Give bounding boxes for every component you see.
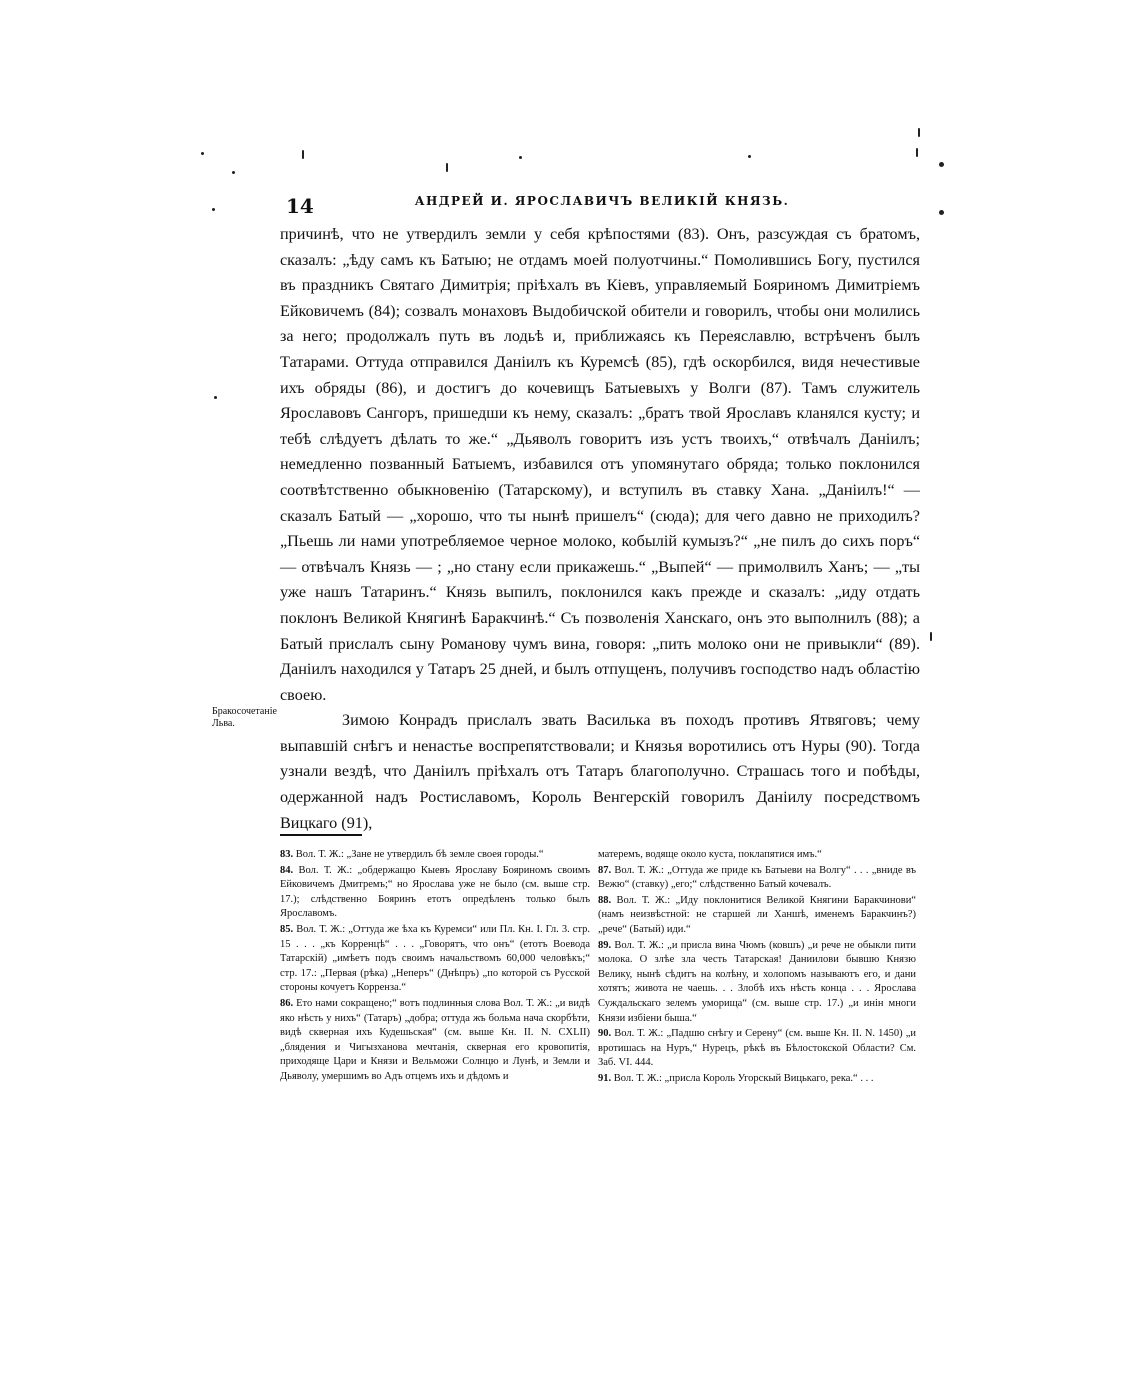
footnote-text: Вол. Т. Ж.: „Оттуда же приде къ Батыеви на Волгу“ . . . „вниде въ Вежю“ (ставку) „его;“ слѣдственно Батый кочевалъ. [598,864,917,891]
footnote [280,848,590,863]
footnote-number: 87. [598,864,612,876]
body-paragraph: Зимою Конрадъ прислалъ звать Василька въ походъ противъ Ятвяговъ; чему выпавшій снѣгъ и ненастье воспрепятствовали; и Князья воротились отъ Нуры (90). Тогда узнали вездѣ, что Даніилъ пріѣхалъ отъ Татаръ благополучно. Страшась того и побѣды, одержанной надъ Ростиславомъ, Король Венгерскій говорилъ Даніилу посредствомъ Вицкаго (91), [280,711,920,832]
scan-speck [918,128,920,137]
footnote-number: 88. [598,894,612,906]
footnote [280,864,590,922]
footnote [598,1027,916,1071]
footnote-number: 91. [598,1072,612,1084]
footnote [598,894,916,938]
footnote [280,997,590,1085]
main-text [280,222,920,836]
scan-speck [214,396,217,399]
scan-speck [446,163,448,172]
scan-speck [302,150,304,159]
body-paragraph: причинѣ, что не утвердилъ земли у себя крѣпостями (83). Онъ, разсуждая съ братомъ, сказалъ: „ѣду самъ къ Батыю; не отдамъ моей полуотчины.“ Помолившись Богу, пустился въ праздникъ Святаго Димитрія; пріѣхалъ въ Кіевъ, управляемый Бояриномъ Димитріемъ Ейковичемъ (84); созвалъ монаховъ Выдобичской обители и говорилъ, чтобы они молились за него; продолжалъ путь въ лодьѣ и, приближаясь къ Переяславлю, встрѣченъ былъ Татарами. Оттуда отправился Даніилъ къ Куремсѣ (85), гдѣ оскорбился, видя нечестивые ихъ обряды (86), и достигъ до кочевищъ Батыевыхъ у Волги (87). Тамъ служитель Ярославовъ Сангоръ, пришедши къ нему, сказалъ: „братъ твой Ярославъ кланялся кусту; и тебѣ слѣдуетъ дѣлать то же.“ „Дьяволъ говоритъ изъ устъ твоихъ,“ отвѣчалъ Даніилъ; немедленно позванный Батыемъ, избавился отъ упомянутаго обряда; только поклонился соотвѣтственно обыкновенію (Татарскому), и вступилъ въ ставку Хана. „Даніилъ!“ — сказалъ Батый — „хорошо, что ты нынѣ пришелъ“ (сюда); для чего давно не приходилъ? „Пьешь ли нами употребляемое черное молоко, кобылій кумызъ?“ „не пилъ до сихъ поръ“ — отвѣчалъ Князь — ; „но стану если прикажешь.“ „Выпей“ — примолвилъ Ханъ; — „ты уже нашъ Татаринъ.“ Князь выпилъ, поклонился какъ прежде и сказалъ: „иду отдать поклонъ Великой Княгинѣ Баракчинѣ.“ Съ позволенія Ханскаго, онъ это выполнилъ (88); а Батый прислалъ сыну Романову чумъ вина, говоря: „пить молоко они не привыкли“ (89). Даніилъ находился у Татаръ 25 дней, и былъ отпущенъ, получивъ господство надъ областію своею. [280,225,920,704]
footnote-text: Вол. Т. Ж.: „обдержащю Кыевъ Ярославу Бояриномъ своимъ Ейковичемъ Дмитремъ;“ но Ярослава уже не было (см. выше стр. 17.); слѣдственно Бояринъ етотъ опредѣленъ только былъ Ярославомъ. [280,864,590,920]
margin-note: Бракосочетаніе Льва. [212,706,277,729]
footnote-text: матеремъ, водяще около куста, поклапятися имъ.“ [598,849,822,860]
scan-speck [519,156,522,159]
footnote [598,864,916,893]
scan-speck [930,632,932,641]
running-head: АНДРЕЙ И. ЯРОСЛАВИЧЪ ВЕЛИКІЙ КНЯЗЬ. [414,194,790,208]
footnote-number: 85. [280,923,294,935]
footnote-divider [280,834,362,836]
scan-speck [201,152,204,155]
footnote-text: Вол. Т. Ж.: „Оттуда же ѣха къ Куремси“ или Пл. Кн. I. Гл. 3. стр. 15 . . . „къ Корренцѣ“ . . . „Говорятъ, что онъ“ (етотъ Воевода Татарскій) „имѣетъ подъ своимъ начальствомъ 60,000 человѣкъ;“ стр. 17.: „Первая (рѣка) „Неперъ“ (Днѣпръ) „по которой съ Русской стороны кочуетъ Корренза.“ [280,923,590,994]
footnotes-right-column [598,848,916,1088]
scan-speck [748,155,751,158]
footnote-number: 83. [280,849,294,860]
footnote [598,848,916,863]
footnote-text: Вол. Т. Ж.: „присла Король Угорскый Вицькаго, река.“ . . . [613,1072,874,1084]
footnote-text: Вол. Т. Ж.: „Падшю снѣгу и Серену“ (см. выше Кн. II. N. 1450) „и вротишась на Нуръ,“ Нурецъ, рѣкѣ въ Бѣлостокской Области? См. Заб. VI. 444. [598,1028,917,1069]
page-header [280,190,940,218]
footnote [598,939,916,1027]
scan-speck [916,148,918,157]
scan-speck [232,171,235,174]
footnote-text: Вол. Т. Ж.: „Зане не утвердилъ бѣ земле своея городы.“ [295,849,544,860]
page-number: 14 [286,194,314,218]
footnote-number: 89. [598,939,612,951]
footnote [280,923,590,996]
footnote-number: 84. [280,864,294,876]
footnote-text: Вол. Т. Ж.: „Иду поклонитися Великой Княгини Баракчинови“ (намъ неизвѣстной: не старшей ли Ханшѣ, именемъ Баракчинъ?) „рече“ (Батый) иди.“ [598,894,916,935]
scan-speck [939,162,944,167]
footnote [598,1072,916,1087]
footnote-text: Вол. Т. Ж.: „и присла вина Чюмъ (ковшъ) „и рече не обыкли пити молока. О злѣе зла честь Татарская! Даниилови бывшю Князю Велику, нынѣ сѣдитъ на колѣну, и холопомъ называютъ его, и дани хотятъ; живота не чаешь. . . Злобѣ ихъ нѣсть конца . . . Ярослава Суждальскаго зелемъ уморища“ (см. выше стр. 17.) „и инін многи Князи избіени быша.“ [598,939,917,1024]
footnote-text: Ето нами сокращено;“ вотъ подлинныя слова Вол. Т. Ж.: „и видѣ яко нѣсть у нихъ“ (Татаръ) „добра; оттуда жъ больма нача скорбѣти, видѣ скверная ихъ Кудешьская“ (см. выше Кн. II. N. CXLII) „блядения и Чигызханова мечтанія, скверная его кровопитія, приходяще Цари и Князи и Вельможи Солнцю и Лунѣ, и Земли и Дьяволу, умершимъ во Адъ отцемъ ихъ и дѣдомъ и [280,997,590,1082]
footnote-number: 86. [280,997,294,1009]
scan-speck [212,208,215,211]
footnotes-left-column [280,848,590,1086]
footnote-number: 90. [598,1028,612,1040]
